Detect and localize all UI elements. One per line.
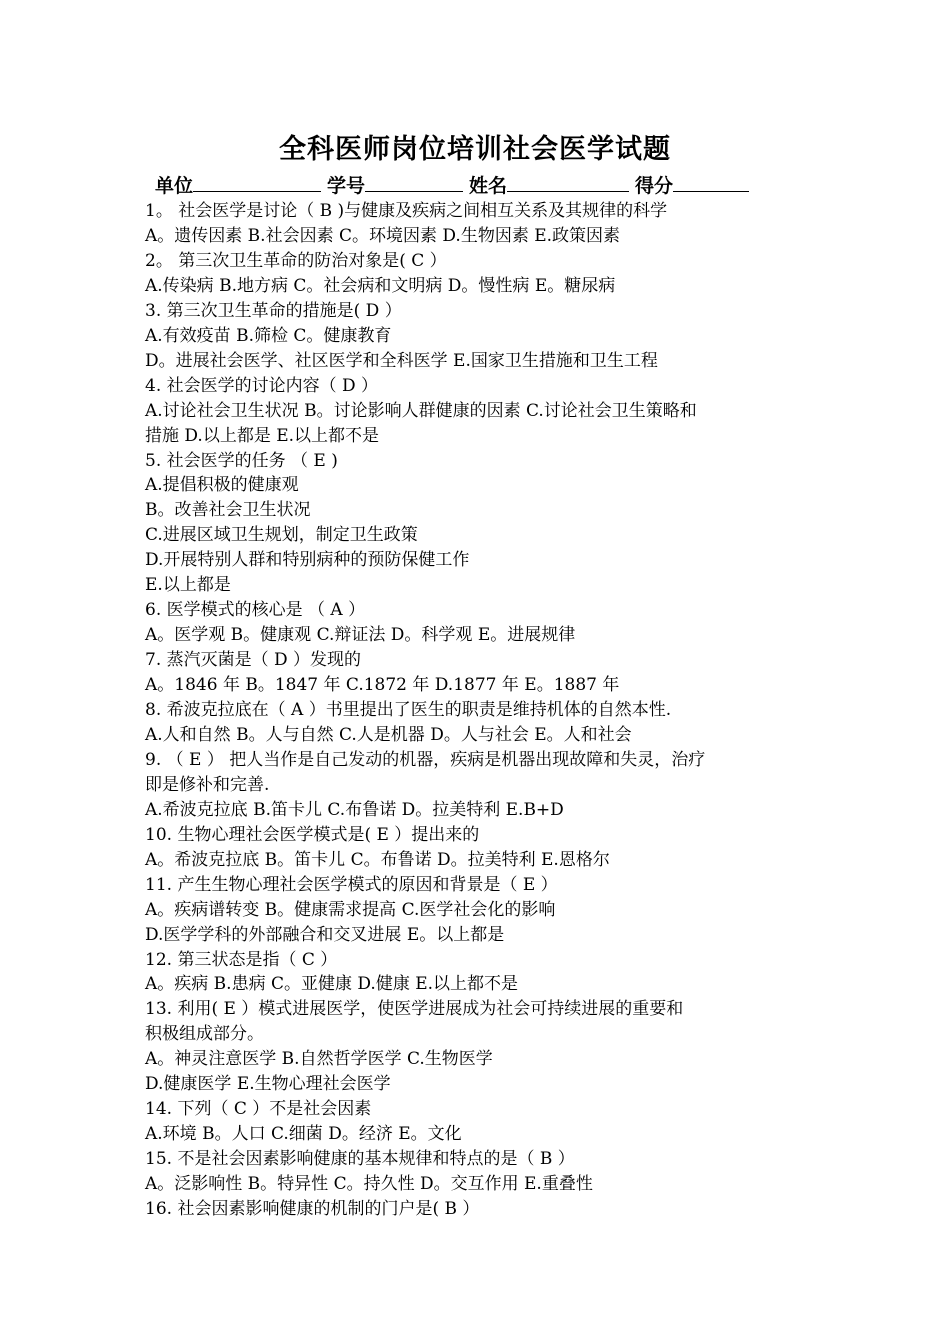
- text-line: E.以上都是: [145, 575, 231, 596]
- text-line: A。疾病谱转变 B。健康需求提高 C.医学社会化的影响: [145, 899, 556, 920]
- text-line: A。希波克拉底 B。笛卡儿 C。布鲁诺 D。拉美特利 E.恩格尔: [145, 849, 610, 870]
- name-field-label: 姓名: [469, 175, 508, 197]
- page-title: 全科医师岗位培训社会医学试题: [279, 134, 671, 165]
- text-line: 13. 利用( E ）模式进展医学，使医学进展成为社会可持续进展的重要和: [145, 999, 684, 1020]
- text-line: 措施 D.以上都是 E.以上都不是: [145, 425, 380, 446]
- text-line: 1。 社会医学是讨论（ B )与健康及疾病之间相互关系及其规律的科学: [145, 201, 668, 221]
- name-field-blank: [507, 172, 629, 192]
- text-line: 7. 蒸汽灭菌是（ D ）发现的: [145, 650, 362, 671]
- unit-field-blank: [193, 172, 321, 192]
- text-line: 10. 生物心理社会医学模式是( E ）提出来的: [145, 824, 480, 845]
- text-line: 15. 不是社会因素影响健康的基本规律和特点的是（ B ）: [145, 1149, 575, 1170]
- text-line: A。医学观 B。健康观 C.辩证法 D。科学观 E。进展规律: [145, 625, 576, 646]
- text-line: A。疾病 B.患病 C。亚健康 D.健康 E.以上都不是: [145, 974, 519, 995]
- text-line: 积极组成部分。: [145, 1024, 264, 1045]
- text-line: 5. 社会医学的任务 （ E ): [145, 450, 338, 471]
- text-line: D.医学学科的外部融合和交叉进展 E。以上都是: [145, 924, 505, 945]
- text-line: 4. 社会医学的讨论内容（ D ）: [145, 375, 379, 396]
- text-line: 9. （ E ） 把人当作是自己发动的机器，疾病是机器出现故障和失灵，治疗: [145, 749, 706, 770]
- text-line: A。神灵注意医学 B.自然哲学医学 C.生物医学: [145, 1049, 493, 1070]
- text-line: A.希波克拉底 B.笛卡儿 C.布鲁诺 D。拉美特利 E.B+D: [145, 799, 564, 820]
- text-line: A.提倡积极的健康观: [145, 475, 299, 496]
- text-line: 3. 第三次卫生革命的措施是( D ）: [145, 300, 402, 321]
- text-line: 8. 希波克拉底在（ A ）书里提出了医生的职责是维持机体的自然本性.: [145, 700, 672, 720]
- text-line: A.讨论社会卫生状况 B。讨论影响人群健康的因素 C.讨论社会卫生策略和: [145, 400, 697, 421]
- text-line: 2。 第三次卫生革命的防治对象是( C ）: [145, 250, 447, 271]
- text-line: C.进展区域卫生规划，制定卫生政策: [145, 525, 418, 546]
- text-line: D.健康医学 E.生物心理社会医学: [145, 1074, 391, 1095]
- text-line: A.人和自然 B。人与自然 C.人是机器 D。人与社会 E。人和社会: [145, 724, 632, 745]
- text-line: 16. 社会因素影响健康的机制的门户是( B ）: [145, 1199, 480, 1219]
- text-line: A。1846 年 B。1847 年 C.1872 年 D.1877 年 E。1887 年: [145, 675, 620, 696]
- text-line: 12. 第三状态是指（ C ）: [145, 949, 338, 970]
- text-line: 6. 医学模式的核心是 （ A ）: [145, 600, 366, 621]
- text-line: D.开展特别人群和特别病种的预防保健工作: [145, 550, 470, 571]
- text-line: B。改善社会卫生状况: [145, 500, 311, 521]
- text-line: A。泛影响性 B。特异性 C。持久性 D。交互作用 E.重叠性: [145, 1174, 593, 1195]
- unit-field-label: 单位: [155, 175, 194, 197]
- text-line: A.传染病 B.地方病 C。社会病和文明病 D。慢性病 E。糖尿病: [145, 275, 616, 296]
- text-line: 11. 产生生物心理社会医学模式的原因和背景是（ E ）: [145, 874, 558, 895]
- text-line: 即是修补和完善.: [145, 774, 270, 795]
- score-field-label: 得分: [635, 175, 674, 197]
- student-id-field-blank: [365, 172, 463, 192]
- score-field-blank: [673, 172, 749, 192]
- text-line: D。进展社会医学、社区医学和全科医学 E.国家卫生措施和卫生工程: [145, 350, 658, 371]
- student-id-field-label: 学号: [327, 175, 366, 197]
- text-line: 14. 下列（ C ）不是社会因素: [145, 1099, 372, 1120]
- text-line: A.有效疫苗 B.筛检 C。健康教育: [145, 325, 392, 346]
- text-line: A.环境 B。人口 C.细菌 D。经济 E。文化: [145, 1124, 462, 1145]
- text-line: A。遗传因素 B.社会因素 C。环境因素 D.生物因素 E.政策因素: [145, 225, 621, 246]
- student-info-header: [155, 172, 755, 200]
